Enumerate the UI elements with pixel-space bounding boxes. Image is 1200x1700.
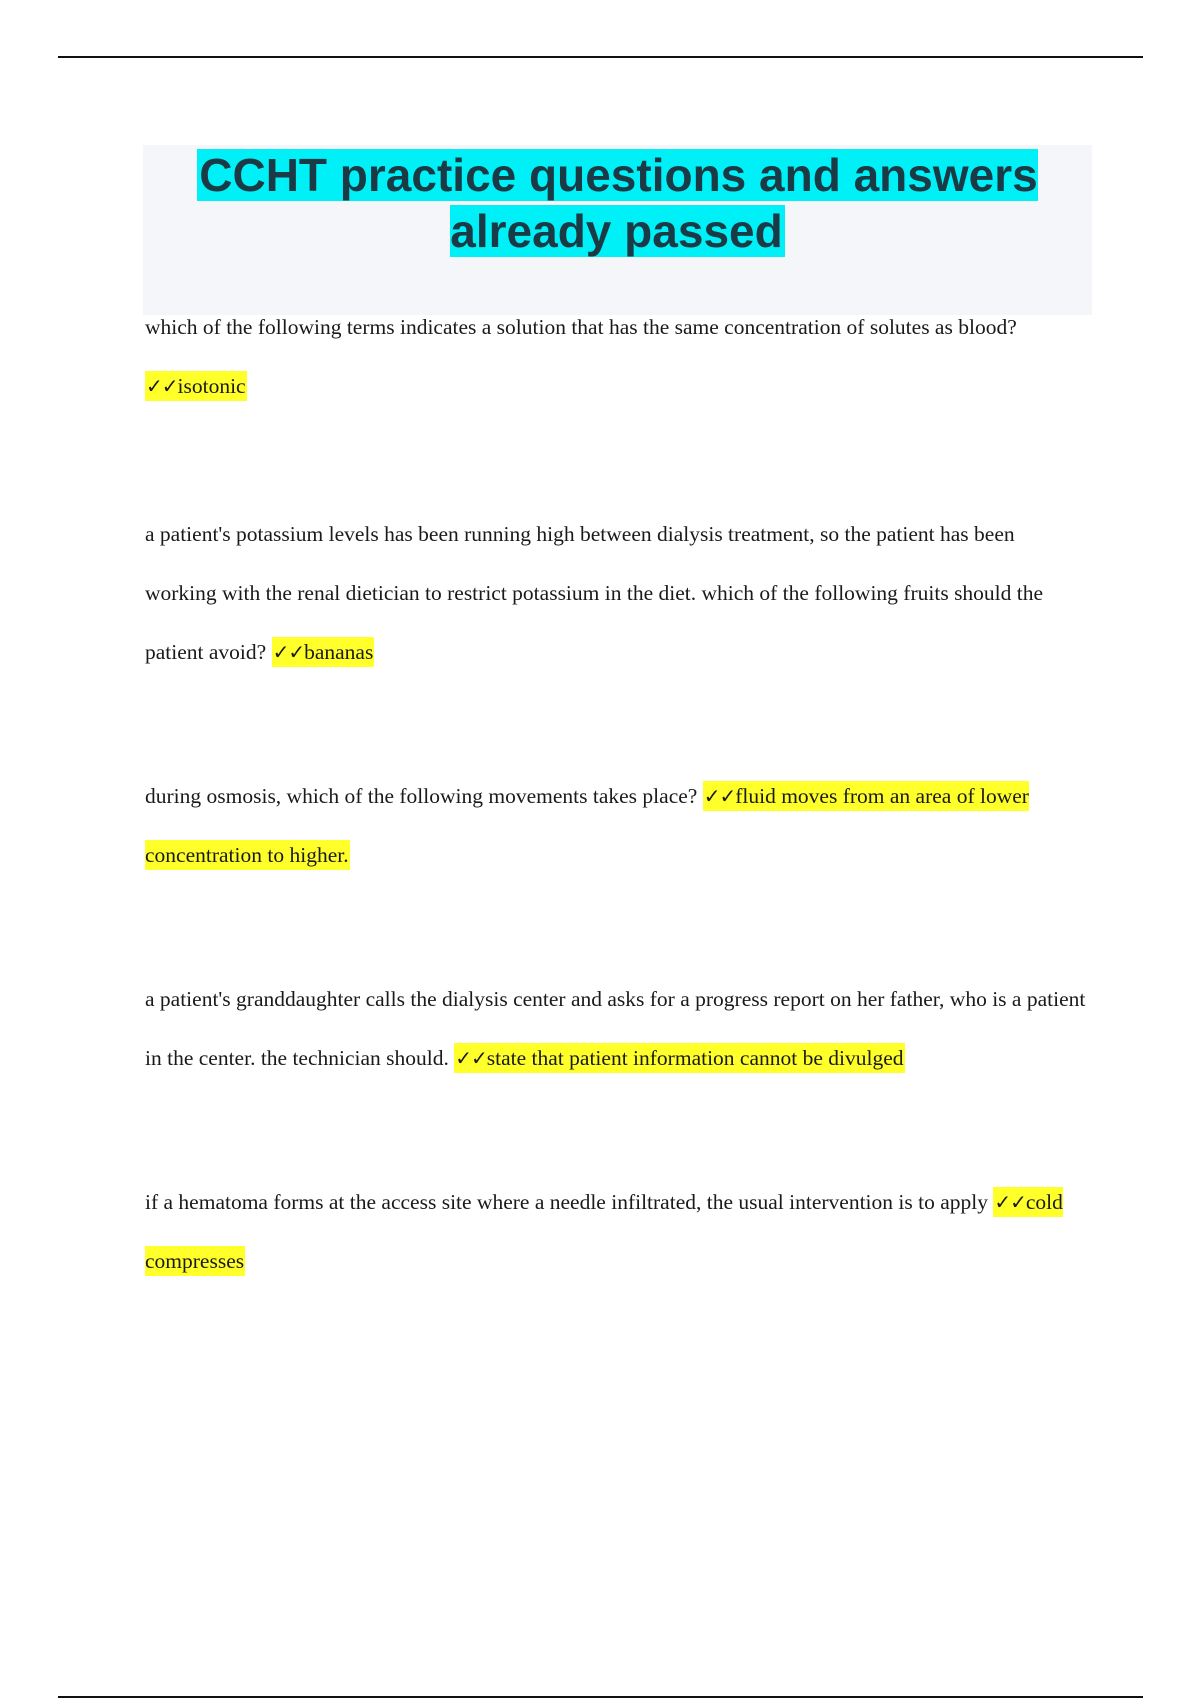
question-text: a patient's granddaughter calls the dialysis center and asks for a progress report on her father, who is a patient in the center. the technician should.	[145, 987, 1086, 1070]
title-box	[143, 145, 1092, 315]
answer-text: fluid moves from an area of lower concentration to higher.	[145, 784, 1029, 867]
check-icon: ✓✓	[455, 1046, 487, 1070]
answer-highlight	[145, 371, 247, 401]
check-icon: ✓✓	[703, 784, 736, 808]
answer-text: cold compresses	[145, 1190, 1063, 1273]
answer-text: state that patient information cannot be divulged	[486, 1046, 904, 1070]
check-icon: ✓✓	[994, 1190, 1026, 1214]
answer-highlight	[454, 1043, 904, 1073]
answer-text: bananas	[304, 640, 374, 664]
question-text: during osmosis, which of the following movements takes place?	[145, 784, 698, 808]
check-icon: ✓✓	[272, 640, 305, 664]
answer-highlight	[272, 637, 375, 667]
qa-item-4	[145, 970, 1090, 1088]
qa-item-2	[145, 505, 1090, 682]
document-title-text: CCHT practice questions and answers already passed	[199, 149, 1038, 257]
top-rule	[58, 56, 1143, 58]
qa-item-1	[145, 298, 1090, 416]
qa-item-3	[145, 767, 1090, 885]
question-text: if a hematoma forms at the access site where a needle infiltrated, the usual intervention is to apply	[145, 1190, 988, 1214]
question-text: which of the following terms indicates a solution that has the same concentration of solutes as blood?	[145, 315, 1017, 339]
qa-item-5	[145, 1173, 1090, 1291]
question-text: a patient's potassium levels has been running high between dialysis treatment, so the patient has been working with the renal dietician to restrict potassium in the diet. which of the following fruits should the patient avoid?	[145, 522, 1044, 664]
check-icon: ✓✓	[146, 374, 178, 398]
qa-content	[145, 298, 1090, 1291]
document-title	[143, 145, 1092, 259]
bottom-rule	[58, 1696, 1143, 1698]
answer-text: isotonic	[177, 374, 246, 398]
